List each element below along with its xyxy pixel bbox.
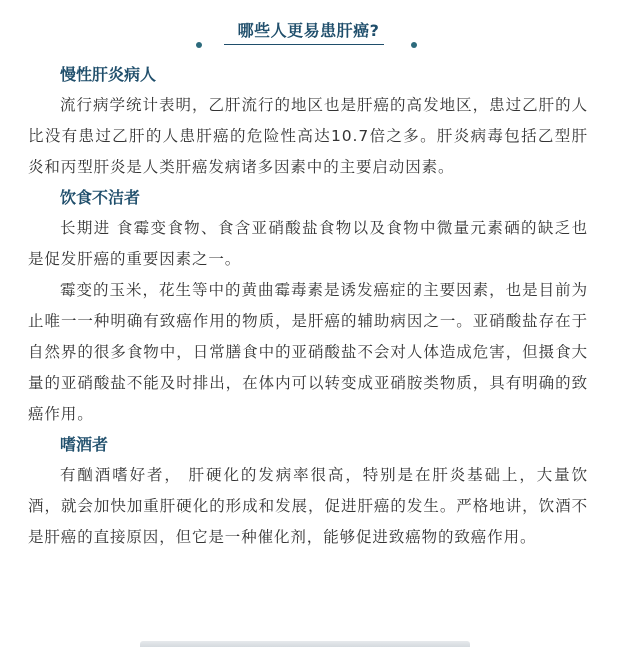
section-heading: 嗜酒者 <box>60 435 109 454</box>
section-paragraph: 流行病学统计表明，乙肝流行的地区也是肝癌的高发地区，患过乙肝的人比没有患过乙肝的人患肝癌的危险性高达10.7倍之多。肝炎病毒包括乙型肝炎和丙型肝炎是人类肝癌发病诸多因素中的主要启动因素。 <box>28 96 588 176</box>
section-paragraph: 有酗酒嗜好者， 肝硬化的发病率很高，特别是在肝炎基础上，大量饮酒，就会加快加重肝硬化的形成和发展，促进肝癌的发生。严格地讲，饮酒不是肝癌的直接原因，但它是一种催化剂，能够促进致癌物的致癌作用。 <box>28 466 588 546</box>
title-block <box>0 14 617 48</box>
title-underline <box>224 44 384 45</box>
article-body <box>28 60 588 553</box>
section-heading: 饮食不洁者 <box>60 188 141 207</box>
next-image-edge <box>140 641 470 647</box>
section-diet <box>28 183 588 430</box>
section-paragraph: 长期进 食霉变食物、食含亚硝酸盐食物以及食物中微量元素硒的缺乏也是促发肝癌的重要因素之一。 <box>28 219 588 268</box>
section-alcohol <box>28 430 588 553</box>
section-paragraph: 霉变的玉米，花生等中的黄曲霉毒素是诱发癌症的主要因素，也是目前为止唯一一种明确有致癌作用的物质，是肝癌的辅助病因之一。亚硝酸盐存在于自然界的很多食物中，日常膳食中的亚硝酸盐不会对人体造成危害，但摄食大量的亚硝酸盐不能及时排出，在体内可以转变成亚硝胺类物质，具有明确的致癌作用。 <box>28 281 588 423</box>
section-heading: 慢性肝炎病人 <box>60 65 157 84</box>
section-hepatitis <box>28 60 588 183</box>
title-dot-left <box>196 42 202 48</box>
title-dot-right <box>411 42 417 48</box>
page-title: 哪些人更易患肝癌? <box>237 21 380 40</box>
